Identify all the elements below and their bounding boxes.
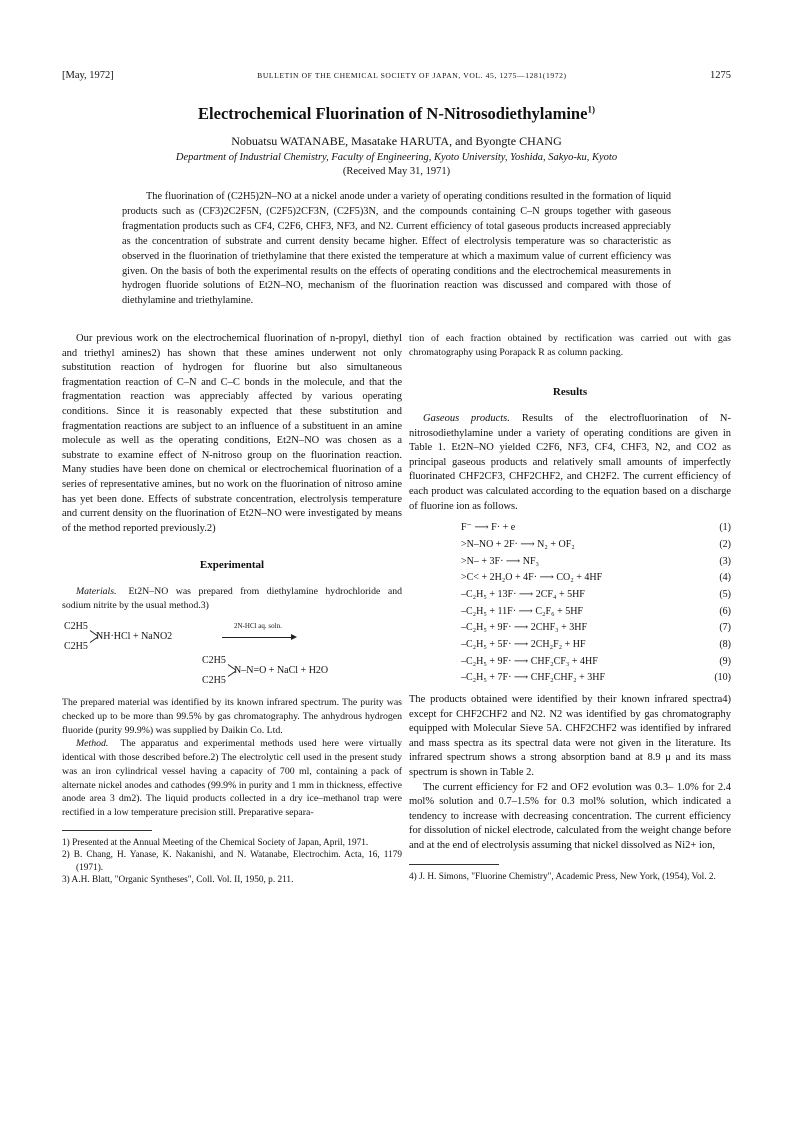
footnote-4: 4) J. H. Simons, "Fluorine Chemistry", Academic Press, New York, (1954), Vol. 2. bbox=[409, 871, 716, 882]
equation-row bbox=[409, 637, 731, 654]
author-list: Nobuatsu WATANABE, Masatake HARUTA, and Byongte CHANG bbox=[231, 134, 562, 148]
title-footnote-mark: 1) bbox=[587, 104, 595, 115]
equation-row bbox=[409, 587, 731, 604]
equation-list bbox=[409, 520, 731, 687]
equation-expression: >C< + 2H₂O + 4F· ⟶ CO₂ + 4HF bbox=[461, 572, 603, 584]
gaseous-text: Results of the electrofluorination of N-nitrosodiethylamine under a variety of operating conditions are given in Table 1. Et2N–NO yielded C2F6, NF3, CF4, CHF3, N2, and CO2 as principal gaseous products and relatively small amounts of imperfectly fluorinated CHF2CF3, CHF2CHF2, and CH2F2. The current efficiency of each product was calculated according to the equation based on a discharge of fluorine ion as follows. bbox=[409, 413, 731, 512]
left-column bbox=[62, 332, 402, 887]
equation-number: (10) bbox=[714, 672, 731, 684]
method-text: The apparatus and experimental methods used here were virtually identical with those described before.2) The electrolytic cell used in the present study was an iron cylindrical vessel having a capacity of 700 ml, containing a pack of alternate nickel anodes and cathodes (99.9% in purity and 1 mm in thickness, effective anode area 3 dm2). The liquid products collected in a dry ice–methanol trap were rectified in a low temperature precision still. Preparative separa- bbox=[62, 738, 402, 818]
footnote-1: 1) Presented at the Annual Meeting of the Chemical Society of Japan, April, 1971. bbox=[62, 837, 369, 848]
continued-paragraph: tion of each fraction obtained by rectification was carried out with gas chromatography using Porapack R as column packing. bbox=[409, 333, 731, 358]
abstract: The fluorination of (C2H5)2N–NO at a nickel anode under a variety of operating conditions resulted in the formation of liquid products such as (CF3)2C2F5N, (C2F5)2CF3N, (C2F5)3N, and the compounds containing C–N groups together with gaseous fragmentation products such as CF4, C2F6, CHF3, NF3, and N2. Current efficiency of total gaseous products increased appreciably as the concentration of substrate and current density became higher. Effect of electrolysis temperature was so characteristic as observed in the fluorination of triethylamine that there existed the temperature at which a maximum value of current efficiency was given. On the basis of both the experimental results on the effects of operating conditions and the electrochemical measurements in hydrogen fluoride solutions of Et2N–NO, mechanism of the fluorination reaction was discussed and compared with those of diethylamine and triethylamine. bbox=[122, 191, 671, 307]
affiliation: Department of Industrial Chemistry, Faculty of Engineering, Kyoto University, Yoshida, Sakyo-ku, Kyoto bbox=[175, 152, 618, 163]
journal-citation: BULLETIN OF THE CHEMICAL SOCIETY OF JAPAN, VOL. 45, 1275—1281(1972) bbox=[257, 71, 567, 80]
equation-expression: –C₂H₅ + 7F· ⟶ CHF₂CHF₂ + 3HF bbox=[461, 672, 606, 684]
reactants-text: NH·HCl + NaNO2 bbox=[96, 631, 173, 643]
equation-number: (1) bbox=[719, 522, 731, 534]
page-number: 1275 bbox=[710, 70, 731, 81]
equation-row bbox=[409, 554, 731, 571]
current-efficiency-paragraph: The current efficiency for F2 and OF2 evolution was 0.3– 1.0% for 2.4 mol% solution and 0.7–1.5% for 0.3 mol% solution, which indicated a tendency to increase with decreasing concentration. The current efficiency for dissolution of nickel electrode, calculated from the weight change before and at the end of electrolysis assuming that nickel dissolved as Ni2+ ion, bbox=[409, 781, 731, 851]
identification-paragraph: The prepared material was identified by its known infrared spectrum. The purity was checked up to be more than 99.5% by gas chromatography. The anhydrous hydrogen fluoride (purity 99.9%) was supplied by Daikin Co. Ltd. bbox=[62, 697, 402, 736]
equation-expression: –C₂H₅ + 5F· ⟶ 2CH₂F₂ + HF bbox=[461, 639, 586, 651]
equation-row bbox=[409, 620, 731, 637]
footnote-3: 3) A.H. Blatt, "Organic Syntheses", Coll. Vol. II, 1950, p. 211. bbox=[62, 875, 294, 886]
equation-row bbox=[409, 570, 731, 587]
reaction-arrow-line bbox=[222, 637, 292, 638]
equation-expression: –C₂H₅ + 9F· ⟶ CHF₂CF₃ + 4HF bbox=[461, 655, 598, 667]
equation-expression: >N–NO + 2F· ⟶ N₂ + OF₂ bbox=[461, 538, 575, 550]
equation-row bbox=[409, 654, 731, 671]
equation-row bbox=[409, 604, 731, 621]
experimental-heading: Experimental bbox=[199, 559, 265, 572]
running-head bbox=[62, 70, 731, 81]
equation-expression: –C₂H₅ + 9F· ⟶ 2CHF₃ + 3HF bbox=[461, 622, 588, 634]
received-date: (Received May 31, 1971) bbox=[342, 166, 451, 177]
equation-number: (5) bbox=[719, 588, 731, 600]
reaction-condition: 2N-HCl aq. soln. bbox=[234, 622, 282, 631]
materials-paragraph bbox=[62, 585, 402, 612]
right-column bbox=[409, 332, 731, 883]
equation-number: (6) bbox=[719, 605, 731, 617]
equation-row bbox=[409, 520, 731, 537]
reactant-ethyl-bottom: C2H5 bbox=[64, 641, 88, 653]
equation-expression: –C₂H₅ + 13F· ⟶ 2CF₄ + 5HF bbox=[461, 588, 585, 600]
product-ethyl-bottom: C2H5 bbox=[202, 675, 226, 687]
equation-number: (8) bbox=[719, 639, 731, 651]
materials-text: Et2N–NO was prepared from diethylamine hydrochloride and sodium nitrite by the usual method.3) bbox=[62, 585, 402, 611]
footnote-rule bbox=[62, 830, 152, 831]
footnote-rule bbox=[409, 864, 499, 865]
issue-date: [May, 1972] bbox=[62, 70, 114, 81]
left-footnotes bbox=[62, 837, 402, 887]
footnote-2: 2) B. Chang, H. Yanase, K. Nakanishi, and N. Watanabe, Electrochim. Acta, 16, 1179 (1971). bbox=[62, 850, 402, 873]
method-label: Method. bbox=[76, 738, 109, 750]
method-paragraph bbox=[62, 737, 402, 819]
equation-row bbox=[409, 537, 731, 554]
products-paragraph: The products obtained were identified by their known infrared spectra4) except for CHF2CHF2 and N2. N2 was identified by gas chromatography equipped with Molecular Sieve 5A. CHF2CHF2 was identified by infrared and mass spectra as its spectral data were not given in the literature. Its infrared spectrum shows a strong absorption band at 8.9 μ and its mass spectrum is shown in Table 2. bbox=[409, 694, 731, 778]
title-block bbox=[62, 104, 731, 177]
right-footnotes bbox=[409, 871, 731, 884]
equation-expression: >N– + 3F· ⟶ NF₃ bbox=[461, 555, 539, 567]
title-text: Electrochemical Fluorination of N-Nitrosodiethylamine bbox=[198, 104, 588, 123]
materials-label: Materials. bbox=[76, 585, 117, 597]
equation-number: (3) bbox=[719, 555, 731, 567]
gaseous-label: Gaseous products. bbox=[423, 413, 510, 424]
products-text: N–N=O + NaCl + H2O bbox=[234, 665, 329, 677]
equation-expression: F⁻ ⟶ F· + e bbox=[461, 522, 516, 534]
equation-number: (2) bbox=[719, 538, 731, 550]
reactant-ethyl-top: C2H5 bbox=[64, 621, 88, 633]
intro-paragraph: Our previous work on the electrochemical fluorination of n-propyl, diethyl and triethyl amines2) has shown that these amines underwent not only substitution reaction of hydrogen for fluorine but also simultaneous fragmentation reaction of C–N and C–C bonds in the molecule, and that the fragmentation reaction was appreciably affected by various operating conditions. Since it is reasonably expected that these substitution and fragmentation reactions are subject to an influence of a substituent in an amine molecule as well as the operating conditions, Et2N–NO was chosen as a substrate to examine effect of N-nitroso group on the fluorination reaction. Many studies have been done on chemical or electrochemical fluorination of a series of representative amines, but no work on the fluorination of nitroso amine has yet been done. Effects of substrate concentration, electrolysis temperature and current density on the fluorination of Et2N–NO were investigated by means of the method reported previously.2) bbox=[62, 333, 402, 534]
product-ethyl-top: C2H5 bbox=[202, 655, 226, 667]
synthesis-scheme bbox=[62, 618, 402, 688]
equation-number: (7) bbox=[719, 622, 731, 634]
equation-row bbox=[409, 670, 731, 687]
gaseous-paragraph bbox=[409, 412, 731, 514]
equation-expression: –C₂H₅ + 11F· ⟶ C₂F₆ + 5HF bbox=[461, 605, 583, 617]
equation-number: (4) bbox=[719, 572, 731, 584]
arrow-head-icon bbox=[291, 634, 297, 640]
equation-number: (9) bbox=[719, 655, 731, 667]
article-title bbox=[62, 104, 731, 124]
results-heading: Results bbox=[552, 386, 588, 399]
